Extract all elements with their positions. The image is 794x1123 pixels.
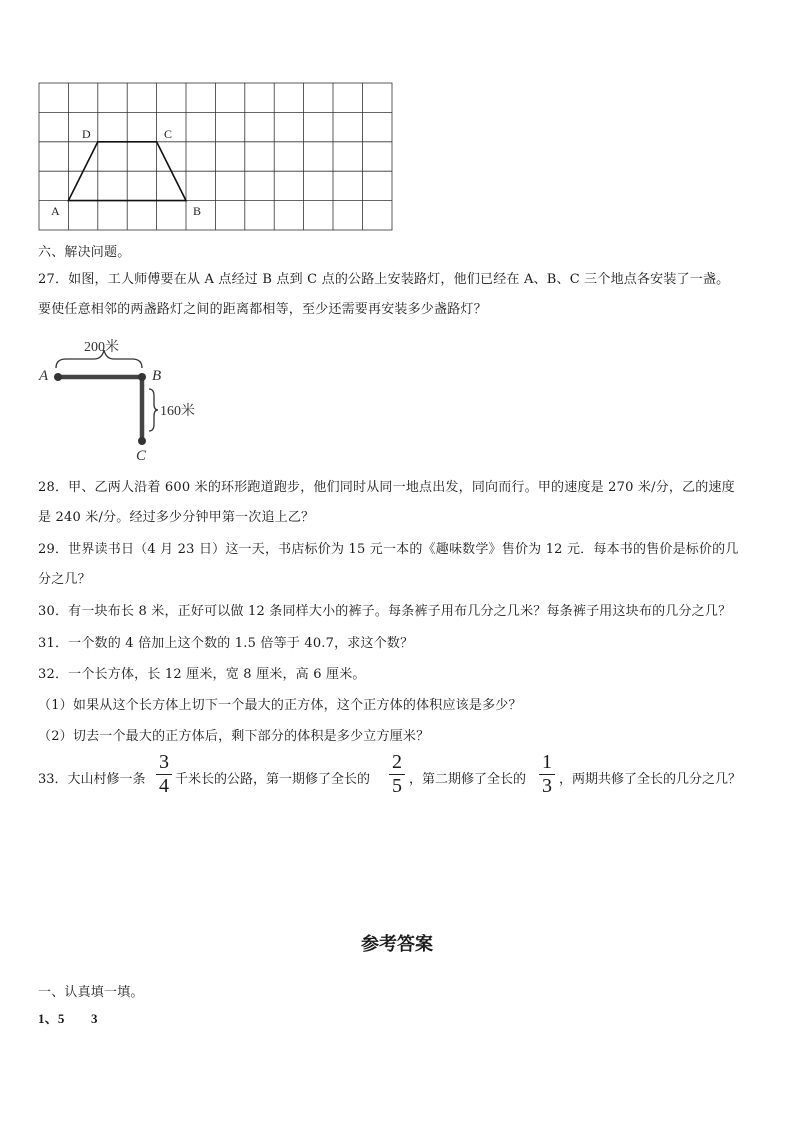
q32-line1: 32．一个长方体，长 12 厘米，宽 8 厘米，高 6 厘米。: [38, 667, 366, 682]
q29-line2: 分之几？: [38, 572, 91, 587]
answers-title: 参考答案: [361, 934, 433, 955]
q33-part4: ，两期共修了全长的几分之几？: [559, 772, 742, 787]
q32-sub1: （1）如果从这个长方体上切下一个最大的正方体，这个正方体的体积应该是多少？: [38, 698, 522, 713]
q30-line1: 30．有一块布长 8 米，正好可以做 12 条同样大小的裤子。每条裤子用布几分之几米？每条裤子用这块布的几分之几？: [38, 604, 732, 619]
q32-sub2: （2）切去一个最大的正方体后，剩下部分的体积是多少立方厘米？: [38, 729, 430, 744]
label-200m: 200米: [84, 340, 119, 355]
frac1-denominator: 4: [159, 775, 169, 797]
road-abc-figure: [36, 334, 206, 464]
label-160m: 160米: [160, 404, 195, 419]
fraction-2-5: [388, 752, 406, 797]
frac2-denominator: 5: [392, 775, 402, 797]
answer-1: 1、5 3: [38, 1011, 98, 1026]
q28-line2: 是 240 米/分。经过多少分钟甲第一次追上乙？: [38, 510, 315, 525]
q28-line1: 28．甲、乙两人沿着 600 米的环形跑道跑步，他们同时从同一地点出发，同向而行。甲的速度是 270 米/分，乙的速度: [38, 480, 735, 495]
q33-part2: 千米长的公路，第一期修了全长的: [175, 772, 371, 787]
brace-bc: [149, 389, 158, 431]
frac3-denominator: 3: [542, 775, 552, 797]
point-c: [138, 437, 146, 445]
q33-line: [38, 752, 778, 798]
answers-section-1: 一、认真填一填。: [38, 985, 144, 1000]
frac2-numerator: 2: [392, 751, 402, 773]
point-b: [138, 373, 146, 381]
label-c: C: [164, 127, 173, 141]
q31-line1: 31．一个数的 4 倍加上这个数的 1.5 倍等于 40.7，求这个数？: [38, 636, 414, 651]
frac3-numerator: 1: [542, 751, 552, 773]
label-d: D: [82, 127, 91, 141]
trapezoid-grid-figure: [38, 82, 394, 232]
label-point-a: A: [39, 368, 49, 384]
q27-line2: 要使任意相邻的两盏路灯之间的距离都相等，至少还需要再安装多少盏路灯？: [38, 302, 487, 317]
section-6-heading: 六、解决问题。: [38, 245, 131, 260]
fraction-3-4: [155, 752, 173, 797]
q27-line1: 27．如图，工人师傅要在从 A 点经过 B 点到 C 点的公路上安装路灯，他们已经在 A、B、C 三个地点各安装了一盏。: [38, 272, 730, 287]
grid-lines: [39, 83, 392, 230]
q33-part3: ，第二期修了全长的: [409, 772, 527, 787]
q33-part1: 33．大山村修一条: [38, 772, 146, 787]
label-point-c: C: [136, 448, 147, 464]
label-b: B: [193, 204, 202, 218]
frac1-numerator: 3: [159, 751, 169, 773]
point-a: [54, 373, 62, 381]
q29-line1: 29．世界读书日（4 月 23 日）这一天，书店标价为 15 元一本的《趣味数学》售价为 12 元．每本书的售价是标价的几: [38, 542, 739, 557]
label-a: A: [51, 204, 60, 218]
label-point-b: B: [152, 368, 162, 384]
fraction-1-3: [538, 752, 556, 797]
